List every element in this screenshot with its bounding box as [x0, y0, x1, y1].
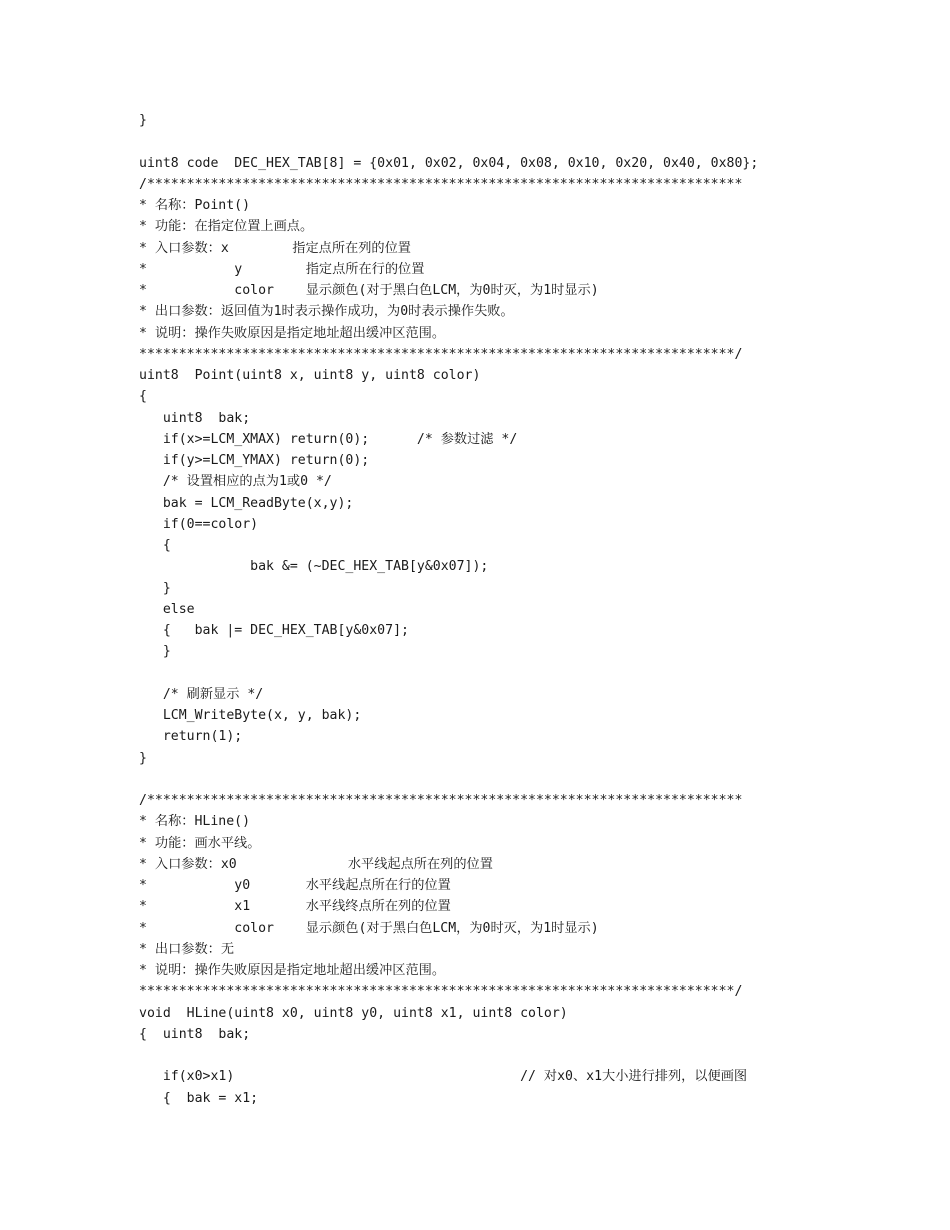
code-line: * 功能：在指定位置上画点。 [139, 219, 314, 235]
code-line: } [139, 750, 147, 766]
code-line: { bak = x1; [139, 1090, 259, 1106]
code-line: * y0 水平线起点所在行的位置 [139, 878, 451, 893]
code-line: /* 设置相应的点为1或0 */ [139, 474, 332, 490]
code-line: uint8 bak; [139, 410, 251, 426]
code-line: * 出口参数：无 [139, 941, 235, 957]
code-line: bak &= (~DEC_HEX_TAB[y&0x07]); [139, 559, 489, 575]
code-line [139, 663, 929, 684]
code-line: { bak |= DEC_HEX_TAB[y&0x07]; [139, 623, 409, 638]
code-line: * x1 水平线终点所在列的位置 [139, 899, 451, 915]
code-line: /* 刷新显示 */ [139, 686, 264, 702]
code-line: ***************************************************************************/ [139, 346, 743, 362]
code-line: * 入口参数：x 指定点所在列的位置 [139, 240, 411, 256]
code-line: { [139, 389, 147, 405]
code-line: if(y>=LCM_YMAX) return(0); [139, 453, 370, 468]
code-line: if(x0>x1) // 对x0、x1大小进行排列，以便画图 [139, 1069, 748, 1085]
code-line: * 功能：画水平线。 [139, 835, 261, 851]
code-line: } [139, 113, 147, 128]
code-line [139, 131, 929, 152]
code-line: * 名称：HLine() [139, 814, 251, 830]
code-line: if(x>=LCM_XMAX) return(0); /* 参数过滤 */ [139, 431, 518, 447]
code-line: * color 显示颜色(对于黑白色LCM，为0时灭，为1时显示) [139, 283, 599, 298]
code-line: * 说明：操作失败原因是指定地址超出缓冲区范围。 [139, 325, 446, 341]
code-line: LCM_WriteByte(x, y, bak); [139, 708, 362, 723]
code-line: ***************************************************************************/ [139, 984, 743, 1000]
code-line: * y 指定点所在行的位置 [139, 261, 425, 277]
code-line: uint8 code DEC_HEX_TAB[8] = {0x01, 0x02, 0x04, 0x08, 0x10, 0x20, 0x40, 0x80}; [139, 155, 759, 171]
code-line: uint8 Point(uint8 x, uint8 y, uint8 color) [139, 368, 481, 383]
code-line: { [139, 538, 171, 553]
code-line: return(1); [139, 729, 243, 745]
code-line: } [139, 580, 171, 596]
code-line: /*************************************************************************** [139, 793, 743, 808]
code-line: } [139, 644, 171, 660]
code-line: * 名称：Point() [139, 198, 251, 213]
code-line [139, 769, 929, 790]
code-line: /*************************************************************************** [139, 176, 743, 192]
code-line: * color 显示颜色(对于黑白色LCM，为0时灭，为1时显示) [139, 920, 599, 936]
code-line: void HLine(uint8 x0, uint8 y0, uint8 x1, uint8 color) [139, 1005, 568, 1021]
code-line: if(0==color) [139, 516, 259, 532]
code-line: else [139, 601, 195, 617]
code-line: * 入口参数：x0 水平线起点所在列的位置 [139, 856, 493, 872]
code-line: { uint8 bak; [139, 1026, 251, 1042]
code-line: * 出口参数：返回值为1时表示操作成功，为0时表示操作失败。 [139, 304, 514, 320]
code-line: * 说明：操作失败原因是指定地址超出缓冲区范围。 [139, 963, 446, 978]
code-line [139, 1045, 929, 1066]
code-line: bak = LCM_ReadByte(x,y); [139, 495, 354, 511]
code-listing [139, 110, 929, 1109]
